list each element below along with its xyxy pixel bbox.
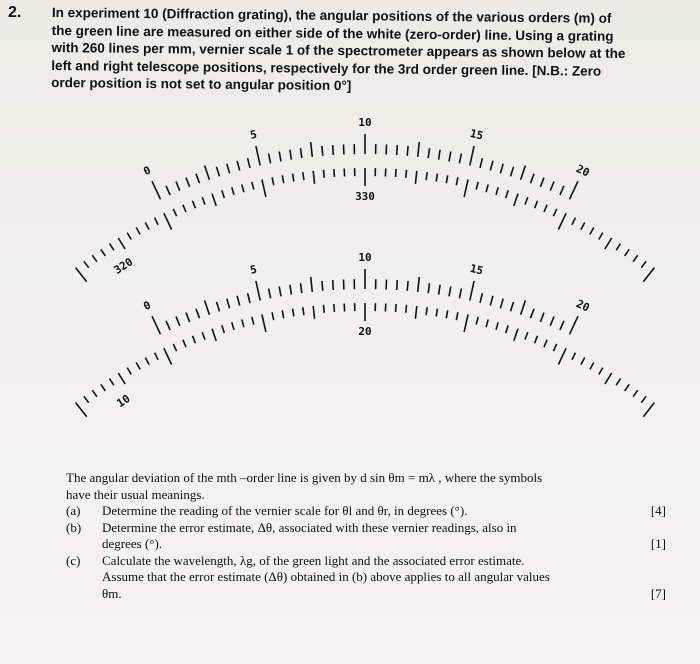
vernier-tick — [279, 287, 281, 297]
main-scale-tick — [605, 373, 612, 384]
main-scale-tick — [136, 228, 140, 235]
main-scale-tick — [643, 403, 654, 417]
part-label — [66, 569, 102, 586]
main-scale-tick — [506, 325, 509, 333]
main-scale-tick — [590, 363, 594, 370]
main-scale-tick — [633, 255, 638, 262]
main-scale-tick — [155, 353, 159, 360]
vernier-tick — [166, 321, 170, 330]
vernier-label: 20 — [574, 297, 592, 315]
main-scale-tick — [127, 368, 131, 375]
main-scale-tick — [272, 177, 274, 185]
main-scale-tick — [625, 249, 630, 256]
main-scale-tick — [183, 340, 186, 347]
main-scale-tick — [605, 238, 612, 249]
part-marks: [7] — [650, 585, 666, 601]
main-scale-tick — [514, 329, 518, 341]
main-scale-tick — [118, 373, 125, 384]
main-scale-tick — [590, 228, 594, 235]
vernier-tick — [521, 166, 526, 180]
vernier-tick — [490, 161, 493, 171]
main-scale-tick — [514, 194, 518, 206]
vernier-tick — [459, 154, 461, 164]
vernier-tick — [196, 174, 200, 183]
vernier-tick — [449, 152, 451, 162]
vernier-label: 15 — [468, 126, 485, 143]
main-scale-tick — [110, 244, 114, 251]
vernier-label: 5 — [248, 262, 259, 277]
vernier-tick — [301, 148, 302, 158]
main-scale-tick — [553, 209, 556, 216]
main-scale-tick — [101, 249, 106, 256]
main-scale-tick — [193, 336, 196, 343]
main-scale-tick — [252, 182, 254, 190]
main-scale-tick — [252, 317, 254, 325]
vernier-tick — [290, 285, 292, 295]
vernier-tick — [227, 164, 230, 174]
main-scale-tick — [406, 305, 407, 313]
main-scale-tick — [84, 261, 89, 267]
vernier-tick — [301, 283, 302, 293]
vernier-tick — [500, 299, 503, 309]
main-scale-tick — [242, 319, 244, 327]
vernier-tick — [237, 161, 240, 171]
main-scale-tick — [535, 336, 538, 343]
main-scale-tick — [145, 223, 149, 230]
vernier-tick — [407, 146, 408, 156]
vernier-tick — [333, 145, 334, 155]
vernier-scales-figure — [0, 118, 700, 438]
main-scale-tick — [641, 261, 646, 267]
vernier-tick — [550, 182, 554, 191]
vernier-tick — [459, 289, 461, 299]
main-scale-tick — [396, 169, 397, 177]
vernier-tick — [176, 317, 180, 326]
main-scale-label: 20 — [358, 325, 372, 338]
vernier-tick — [550, 317, 554, 326]
vernier-label: 5 — [248, 127, 259, 142]
vernier-tick — [470, 146, 474, 166]
vernier-tick — [397, 145, 398, 155]
main-scale-tick — [486, 319, 488, 327]
main-scale-tick — [222, 190, 225, 198]
vernier-tick — [205, 301, 210, 315]
part-marks — [636, 553, 666, 570]
right-telescope-scale — [76, 251, 655, 417]
main-scale-tick — [525, 332, 528, 340]
vernier-tick — [531, 174, 535, 183]
part-label — [66, 536, 102, 553]
main-scale-label: 330 — [355, 190, 375, 203]
vernier-tick — [290, 150, 292, 160]
main-scale-tick — [572, 353, 576, 360]
vernier-label: 20 — [574, 162, 592, 180]
vernier-tick — [237, 296, 240, 306]
main-scale-tick — [293, 174, 294, 182]
part-text: θm. — [102, 585, 122, 601]
main-scale-tick — [164, 213, 172, 229]
part-text: Determine the error estimate, Δθ, associated with these vernier readings, also in — [102, 519, 517, 535]
question-intro — [51, 4, 672, 98]
main-scale-tick — [262, 314, 266, 332]
main-scale-tick — [436, 309, 437, 317]
vernier-tick — [217, 302, 220, 312]
vernier-tick — [560, 186, 564, 195]
vernier-tick — [570, 316, 579, 334]
main-scale-tick — [313, 306, 314, 319]
part-text: Determine the reading of the vernier scale for θl and θr, in degrees (°). — [102, 503, 468, 518]
main-scale-tick — [212, 329, 216, 341]
main-scale-label: 10 — [114, 392, 133, 411]
main-scale-tick — [558, 213, 566, 229]
main-scale-tick — [535, 201, 538, 208]
vernier-tick — [205, 166, 210, 180]
main-scale-tick — [101, 384, 106, 391]
vernier-tick — [428, 283, 429, 293]
main-scale-tick — [476, 317, 478, 325]
main-scale-tick — [118, 238, 125, 249]
main-scale-tick — [173, 209, 176, 216]
main-scale-tick — [525, 197, 528, 205]
main-scale-tick — [625, 384, 630, 391]
main-scale-tick — [173, 344, 176, 351]
vernier-label: 0 — [141, 298, 153, 314]
vernier-tick — [186, 313, 190, 322]
main-scale-tick — [127, 233, 131, 240]
vernier-label: 10 — [358, 251, 372, 264]
vernier-tick — [186, 178, 190, 187]
main-scale-tick — [164, 348, 172, 364]
vernier-tick — [311, 142, 313, 157]
main-scale-tick — [110, 379, 114, 386]
main-scale-tick — [396, 304, 397, 312]
main-scale-tick — [415, 171, 416, 184]
vernier-tick — [322, 281, 323, 291]
main-scale-tick — [496, 322, 498, 330]
main-scale-tick — [155, 218, 159, 225]
vernier-tick — [511, 302, 514, 312]
vernier-tick — [227, 299, 230, 309]
main-scale-tick — [282, 310, 283, 318]
vernier-tick — [256, 146, 260, 166]
main-scale-tick — [324, 170, 325, 178]
main-scale-tick — [92, 255, 97, 262]
deviation-equation-line: The angular deviation of the mth –order line is given by d sin θm = mλ , where the symbols — [66, 470, 543, 485]
main-scale-tick — [202, 197, 205, 205]
vernier-tick — [333, 280, 334, 290]
vernier-label: 15 — [468, 261, 485, 278]
vernier-tick — [322, 146, 323, 156]
main-scale-tick — [293, 309, 294, 317]
main-scale-tick — [572, 218, 576, 225]
intro-line: In experiment 10 (Diffraction grating), the angular positions of the various orders (m) of — [51, 4, 612, 26]
main-scale-tick — [436, 174, 437, 182]
question-number: 2. — [8, 4, 22, 21]
question-body — [66, 470, 666, 602]
part-label: (c) — [66, 552, 81, 568]
main-scale-tick — [599, 233, 603, 240]
main-scale-tick — [232, 187, 234, 195]
main-scale-tick — [544, 205, 547, 212]
main-scale-tick — [136, 363, 140, 370]
main-scale-tick — [599, 368, 603, 375]
main-scale-tick — [242, 184, 244, 192]
main-scale-tick — [76, 403, 87, 417]
main-scale-tick — [415, 306, 416, 319]
main-scale-tick — [558, 348, 566, 364]
main-scale-tick — [183, 205, 186, 212]
vernier-label: 0 — [141, 163, 153, 179]
main-scale-tick — [641, 396, 646, 402]
main-scale-tick — [232, 322, 234, 330]
main-scale-tick — [486, 184, 488, 192]
part-text: degrees (°). — [102, 536, 163, 551]
main-scale-tick — [324, 305, 325, 313]
vernier-tick — [428, 148, 429, 158]
part-label: (a) — [66, 503, 81, 518]
vernier-tick — [439, 285, 441, 295]
vernier-label: 10 — [358, 118, 372, 129]
part-marks — [636, 520, 666, 537]
vernier-tick — [217, 167, 220, 177]
main-scale-tick — [92, 390, 97, 397]
main-scale-tick — [581, 358, 585, 365]
main-scale-tick — [544, 340, 547, 347]
main-scale-tick — [616, 379, 620, 386]
main-scale-tick — [193, 201, 196, 208]
main-scale-tick — [222, 325, 225, 333]
deviation-equation-line-2: have their usual meanings. — [66, 486, 205, 502]
main-scale-tick — [84, 396, 89, 402]
main-scale-tick — [303, 307, 304, 315]
vernier-tick — [418, 142, 420, 157]
main-scale-tick — [446, 310, 447, 318]
vernier-tick — [480, 158, 482, 168]
vernier-tick — [196, 309, 200, 318]
vernier-tick — [152, 316, 161, 334]
intro-line: order position is not set to angular position 0°] — [51, 74, 352, 94]
part-marks: [4] — [650, 503, 666, 518]
main-scale-tick — [426, 172, 427, 180]
intro-line: left and right telescope positions, respectively for the 3rd order green line. [N.B.: Zero — [51, 57, 602, 79]
vernier-tick — [152, 181, 161, 199]
part-marks — [636, 569, 666, 586]
main-scale-tick — [272, 312, 274, 320]
main-scale-label: 320 — [111, 255, 136, 277]
part-marks: [1] — [650, 536, 666, 551]
part-text: Assume that the error estimate (Δθ) obtained in (b) above applies to all angular values — [102, 569, 550, 584]
main-scale-tick — [262, 179, 266, 197]
vernier-tick — [397, 280, 398, 290]
main-scale-tick — [202, 332, 205, 340]
vernier-tick — [166, 186, 170, 195]
main-scale-tick — [334, 304, 335, 312]
vernier-tick — [521, 301, 526, 315]
main-scale-tick — [456, 312, 458, 320]
main-scale-tick — [406, 170, 407, 178]
intro-line: with 260 lines per mm, vernier scale 1 of the spectrometer appears as shown below at the — [51, 39, 626, 62]
vernier-tick — [256, 281, 260, 301]
vernier-tick — [311, 277, 313, 292]
main-scale-tick — [643, 268, 654, 282]
part-label: (b) — [66, 519, 82, 535]
main-scale-tick — [456, 177, 458, 185]
vernier-tick — [439, 150, 441, 160]
main-scale-tick — [476, 182, 478, 190]
vernier-tick — [540, 313, 544, 322]
vernier-tick — [449, 287, 451, 297]
vernier-tick — [248, 158, 250, 168]
main-scale-tick — [553, 344, 556, 351]
part-text: Calculate the wavelength, λg, of the green light and the associated error estimate. — [102, 552, 525, 568]
vernier-tick — [279, 152, 281, 162]
vernier-tick — [540, 178, 544, 187]
main-scale-tick — [616, 244, 620, 251]
main-scale-tick — [212, 194, 216, 206]
vernier-tick — [407, 281, 408, 291]
main-scale-tick — [633, 390, 638, 397]
intro-line: the green line are measured on either side of the white (zero-order) line. Using a grating — [51, 22, 614, 44]
main-scale-tick — [464, 314, 468, 332]
main-scale-tick — [506, 190, 509, 198]
vernier-tick — [480, 293, 482, 303]
vernier-tick — [560, 321, 564, 330]
main-scale-tick — [334, 169, 335, 177]
vernier-tick — [511, 167, 514, 177]
main-scale-tick — [496, 187, 498, 195]
main-scale-tick — [303, 172, 304, 180]
vernier-tick — [269, 154, 271, 164]
vernier-tick — [570, 181, 579, 199]
vernier-tick — [269, 289, 271, 299]
main-scale-tick — [426, 307, 427, 315]
vernier-tick — [176, 182, 180, 191]
vernier-tick — [418, 277, 420, 292]
main-scale-tick — [145, 358, 149, 365]
main-scale-tick — [282, 175, 283, 183]
main-scale-tick — [313, 171, 314, 184]
main-scale-tick — [446, 175, 447, 183]
main-scale-tick — [581, 223, 585, 230]
vernier-tick — [531, 309, 535, 318]
main-scale-tick — [76, 268, 87, 282]
vernier-tick — [500, 164, 503, 174]
vernier-tick — [470, 281, 474, 301]
part-label — [66, 586, 102, 603]
vernier-tick — [248, 293, 250, 303]
vernier-tick — [490, 296, 493, 306]
main-scale-tick — [464, 179, 468, 197]
